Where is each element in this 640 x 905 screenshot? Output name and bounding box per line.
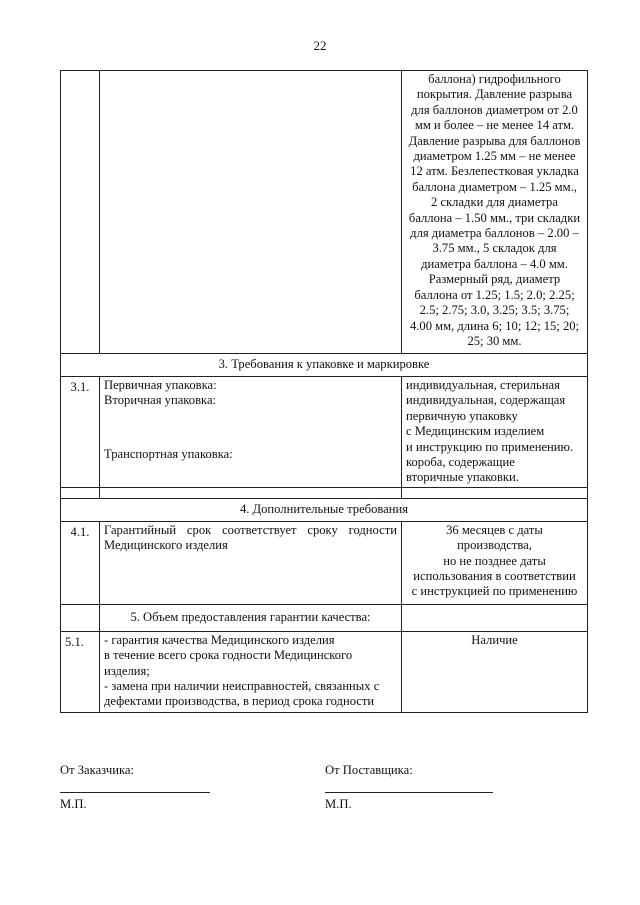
continuation-line: 3.75 мм., 5 складок для bbox=[432, 241, 557, 256]
warranty-value-line: но не позднее даты bbox=[443, 553, 546, 568]
warranty-scope-value: Наличие bbox=[402, 631, 588, 712]
customer-signature-line bbox=[60, 792, 210, 793]
packaging-value-line: индивидуальная, содержащая bbox=[406, 393, 566, 408]
supplier-stamp-label: М.П. bbox=[325, 797, 352, 811]
packaging-value-line: вторичные упаковки. bbox=[406, 470, 519, 485]
continuation-cell bbox=[402, 71, 588, 354]
continuation-line: Размерный ряд, диаметр bbox=[428, 272, 561, 287]
customer-label: От Заказчика: bbox=[60, 763, 134, 777]
continuation-line: диаметром 1.25 мм – не менее bbox=[413, 149, 576, 164]
warranty-scope-line: в течение всего срока годности Медицинского bbox=[104, 648, 353, 663]
continuation-line: баллона диаметром – 1.25 мм., bbox=[412, 179, 577, 194]
warranty-term-text: Гарантийный срок соответствует сроку годности Медицинского изделия bbox=[100, 521, 402, 604]
row-number: 4.1. bbox=[61, 521, 100, 604]
warranty-term-value-cell bbox=[402, 521, 588, 604]
supplier-label: От Поставщика: bbox=[325, 763, 413, 777]
customer-stamp-label: М.П. bbox=[60, 797, 87, 811]
warranty-value-line: с инструкцией по применению bbox=[411, 584, 578, 599]
cell-desc-empty bbox=[100, 71, 402, 354]
row-number: 5.1. bbox=[61, 631, 100, 712]
continuation-line: Давление разрыва для баллонов bbox=[408, 133, 581, 148]
section-5-header-row bbox=[61, 604, 588, 631]
primary-packaging-label: Первичная упаковка: bbox=[104, 378, 217, 392]
supplier-signature-block bbox=[325, 763, 493, 812]
continuation-line: 2 складки для диаметра bbox=[431, 195, 558, 210]
continuation-line: баллона) гидрофильного bbox=[428, 72, 561, 86]
warranty-value-line: использования в соответствии bbox=[413, 569, 576, 584]
warranty-scope-cell bbox=[100, 631, 402, 712]
warranty-value-line: производства, bbox=[457, 538, 532, 553]
continuation-line: диаметра баллона – 4.0 мм. bbox=[421, 256, 568, 271]
packaging-value-line: первичную упаковку bbox=[406, 408, 518, 423]
packaging-value-line: с Медицинским изделием bbox=[406, 424, 545, 439]
cell-num-empty bbox=[61, 71, 100, 354]
continuation-line: 4.00 мм, длина 6; 10; 12; 15; 20; bbox=[409, 318, 580, 333]
row-number: 3.1. bbox=[61, 377, 100, 488]
continuation-line: покрытия. Давление разрыва bbox=[416, 87, 573, 102]
continuation-line: для диаметра баллонов – 2.00 – bbox=[410, 226, 579, 241]
table-row-spacer bbox=[61, 487, 588, 498]
section-3-header-row bbox=[61, 354, 588, 377]
transport-packaging-label: Транспортная упаковка: bbox=[104, 446, 233, 461]
packaging-value-line: индивидуальная, стерильная bbox=[406, 378, 560, 392]
section-5-title: 5. Объем предоставления гарантии качества: bbox=[100, 604, 402, 631]
continuation-line: баллона от 1.25; 1.5; 2.0; 2.25; bbox=[414, 287, 575, 302]
section-4-header-row bbox=[61, 498, 588, 521]
packaging-value-line: короба, содержащие bbox=[406, 455, 515, 470]
continuation-line: 2.5; 2.75; 3.0, 3.25; 3.5; 3.75; bbox=[419, 303, 570, 318]
continuation-line: 12 атм. Безлепестковая укладка bbox=[410, 164, 579, 179]
continuation-line: 25; 30 мм. bbox=[467, 333, 522, 348]
continuation-line: баллона – 1.50 мм., три складки bbox=[408, 210, 581, 225]
packaging-value-line: и инструкцию по применению. bbox=[406, 439, 574, 454]
table-row-continuation bbox=[61, 71, 588, 354]
specification-table bbox=[60, 70, 588, 713]
continuation-line: мм и более – не менее 14 атм. bbox=[414, 118, 575, 133]
secondary-packaging-label: Вторичная упаковка: bbox=[104, 393, 217, 408]
warranty-scope-line: дефектами производства, в период срока годности bbox=[104, 694, 375, 709]
warranty-scope-line: - замена при наличии неисправностей, связанных с bbox=[104, 679, 380, 694]
supplier-signature-line bbox=[325, 792, 493, 793]
page-number: 22 bbox=[313, 38, 327, 53]
continuation-line: для баллонов диаметром от 2.0 bbox=[411, 102, 578, 117]
spacer bbox=[104, 409, 397, 447]
customer-signature-block bbox=[60, 763, 210, 812]
table-row-5-1 bbox=[61, 631, 588, 712]
packaging-values-cell bbox=[402, 377, 588, 488]
table-row-4-1 bbox=[61, 521, 588, 604]
warranty-value-line: 36 месяцев с даты bbox=[446, 522, 543, 537]
warranty-scope-line: изделия; bbox=[104, 663, 150, 678]
table-row-3-1 bbox=[61, 377, 588, 488]
warranty-scope-line: - гарантия качества Медицинского изделия bbox=[104, 632, 335, 647]
section-4-title: 4. Дополнительные требования bbox=[61, 498, 588, 521]
packaging-labels-cell bbox=[100, 377, 402, 488]
section-3-title: 3. Требования к упаковке и маркировке bbox=[61, 354, 588, 377]
